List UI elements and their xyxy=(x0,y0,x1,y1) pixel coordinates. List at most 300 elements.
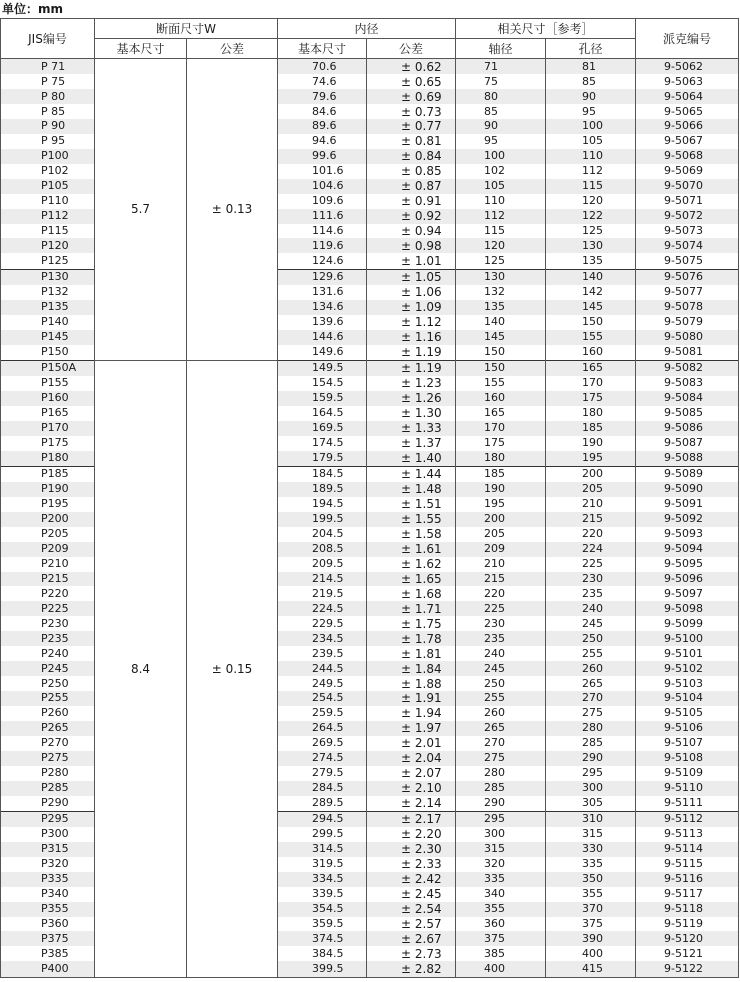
cell-code: 9-5117 xyxy=(636,887,739,902)
cell-shaft: 105 xyxy=(456,179,546,194)
cell-inner-tol: ± 2.82 xyxy=(367,961,456,977)
cell-shaft: 265 xyxy=(456,721,546,736)
cell-code: 9-5116 xyxy=(636,872,739,887)
cell-shaft: 315 xyxy=(456,842,546,857)
cell-shaft: 140 xyxy=(456,315,546,330)
cell-shaft: 95 xyxy=(456,134,546,149)
cell-hole: 265 xyxy=(546,676,636,691)
cell-shaft: 100 xyxy=(456,149,546,164)
cell-hole: 400 xyxy=(546,946,636,961)
cell-inner-tol: ± 2.73 xyxy=(367,946,456,961)
cell-inner-basic: 284.5 xyxy=(278,781,367,796)
cell-shaft: 260 xyxy=(456,706,546,721)
cell-jis: P125 xyxy=(1,253,95,269)
cell-inner-tol: ± 1.16 xyxy=(367,330,456,345)
cell-code: 9-5093 xyxy=(636,527,739,542)
cell-inner-basic: 104.6 xyxy=(278,179,367,194)
cell-jis: P250 xyxy=(1,676,95,691)
header-related: 相关尺寸［参考］ xyxy=(456,19,636,39)
cell-inner-basic: 294.5 xyxy=(278,811,367,827)
cell-shaft: 115 xyxy=(456,224,546,239)
cell-code: 9-5099 xyxy=(636,616,739,631)
cell-inner-tol: ± 1.71 xyxy=(367,601,456,616)
cell-inner-basic: 131.6 xyxy=(278,285,367,300)
header-section-basic: 基本尺寸 xyxy=(95,39,187,59)
cell-jis: P245 xyxy=(1,661,95,676)
header-inner-tol: 公差 xyxy=(367,39,456,59)
cell-hole: 255 xyxy=(546,646,636,661)
cell-inner-tol: ± 1.37 xyxy=(367,436,456,451)
cell-inner-tol: ± 1.48 xyxy=(367,482,456,497)
cell-shaft: 245 xyxy=(456,661,546,676)
cell-code: 9-5089 xyxy=(636,466,739,482)
cell-shaft: 225 xyxy=(456,601,546,616)
cell-shaft: 102 xyxy=(456,164,546,179)
cell-inner-basic: 189.5 xyxy=(278,482,367,497)
cell-hole: 275 xyxy=(546,706,636,721)
cell-hole: 355 xyxy=(546,887,636,902)
cell-inner-tol: ± 1.61 xyxy=(367,542,456,557)
cell-code: 9-5067 xyxy=(636,134,739,149)
cell-inner-tol: ± 1.78 xyxy=(367,631,456,646)
cell-shaft: 80 xyxy=(456,89,546,104)
cell-jis: P265 xyxy=(1,721,95,736)
cell-inner-basic: 129.6 xyxy=(278,269,367,285)
cell-code: 9-5063 xyxy=(636,74,739,89)
cell-inner-basic: 174.5 xyxy=(278,436,367,451)
cell-shaft: 385 xyxy=(456,946,546,961)
header-code: 派克编号 xyxy=(636,19,739,59)
cell-inner-tol: ± 1.30 xyxy=(367,406,456,421)
cell-shaft: 170 xyxy=(456,421,546,436)
cell-inner-tol: ± 1.26 xyxy=(367,391,456,406)
cell-jis: P150A xyxy=(1,360,95,376)
cell-inner-tol: ± 0.81 xyxy=(367,134,456,149)
cell-shaft: 130 xyxy=(456,269,546,285)
cell-shaft: 145 xyxy=(456,330,546,345)
cell-inner-basic: 208.5 xyxy=(278,542,367,557)
cell-shaft: 295 xyxy=(456,811,546,827)
cell-hole: 190 xyxy=(546,436,636,451)
cell-inner-tol: ± 1.09 xyxy=(367,300,456,315)
cell-code: 9-5079 xyxy=(636,315,739,330)
cell-shaft: 235 xyxy=(456,631,546,646)
cell-inner-tol: ± 1.19 xyxy=(367,360,456,376)
cell-hole: 315 xyxy=(546,827,636,842)
cell-inner-basic: 254.5 xyxy=(278,691,367,706)
cell-inner-basic: 279.5 xyxy=(278,766,367,781)
cell-inner-basic: 144.6 xyxy=(278,330,367,345)
cell-hole: 270 xyxy=(546,691,636,706)
cell-jis: P102 xyxy=(1,164,95,179)
header-section-tol: 公差 xyxy=(187,39,278,59)
cell-inner-basic: 334.5 xyxy=(278,872,367,887)
cell-shaft: 120 xyxy=(456,238,546,253)
cell-hole: 250 xyxy=(546,631,636,646)
cell-code: 9-5095 xyxy=(636,557,739,572)
cell-code: 9-5120 xyxy=(636,931,739,946)
cell-inner-tol: ± 1.01 xyxy=(367,253,456,269)
cell-code: 9-5078 xyxy=(636,300,739,315)
cell-jis: P235 xyxy=(1,631,95,646)
cell-hole: 230 xyxy=(546,572,636,587)
cell-shaft: 250 xyxy=(456,676,546,691)
cell-jis: P170 xyxy=(1,421,95,436)
o-ring-spec-table xyxy=(0,18,739,978)
cell-jis: P 95 xyxy=(1,134,95,149)
cell-shaft: 150 xyxy=(456,345,546,361)
cell-hole: 125 xyxy=(546,224,636,239)
cell-shaft: 195 xyxy=(456,497,546,512)
cell-inner-tol: ± 2.14 xyxy=(367,796,456,812)
cell-shaft: 200 xyxy=(456,512,546,527)
cell-jis: P112 xyxy=(1,209,95,224)
cell-jis: P209 xyxy=(1,542,95,557)
cell-code: 9-5076 xyxy=(636,269,739,285)
cell-code: 9-5092 xyxy=(636,512,739,527)
header-inner: 内径 xyxy=(278,19,456,39)
cell-code: 9-5109 xyxy=(636,766,739,781)
cell-code: 9-5106 xyxy=(636,721,739,736)
cell-inner-basic: 239.5 xyxy=(278,646,367,661)
cell-hole: 105 xyxy=(546,134,636,149)
cell-hole: 240 xyxy=(546,601,636,616)
cell-inner-tol: ± 2.57 xyxy=(367,917,456,932)
cell-hole: 165 xyxy=(546,360,636,376)
cell-jis: P270 xyxy=(1,736,95,751)
cell-inner-basic: 359.5 xyxy=(278,917,367,932)
cell-section-basic: 5.7 xyxy=(95,59,187,361)
cell-inner-tol: ± 0.87 xyxy=(367,179,456,194)
header-inner-basic: 基本尺寸 xyxy=(278,39,367,59)
cell-inner-tol: ± 1.94 xyxy=(367,706,456,721)
cell-jis: P 71 xyxy=(1,59,95,75)
cell-inner-tol: ± 0.77 xyxy=(367,119,456,134)
cell-shaft: 220 xyxy=(456,586,546,601)
cell-inner-basic: 319.5 xyxy=(278,857,367,872)
cell-jis: P200 xyxy=(1,512,95,527)
cell-inner-basic: 289.5 xyxy=(278,796,367,812)
cell-inner-basic: 264.5 xyxy=(278,721,367,736)
cell-inner-basic: 194.5 xyxy=(278,497,367,512)
cell-hole: 115 xyxy=(546,179,636,194)
header-jis: JIS编号 xyxy=(1,19,95,59)
cell-inner-tol: ± 0.65 xyxy=(367,74,456,89)
cell-hole: 280 xyxy=(546,721,636,736)
cell-jis: P175 xyxy=(1,436,95,451)
cell-shaft: 90 xyxy=(456,119,546,134)
cell-shaft: 270 xyxy=(456,736,546,751)
cell-inner-tol: ± 2.17 xyxy=(367,811,456,827)
cell-code: 9-5086 xyxy=(636,421,739,436)
cell-code: 9-5088 xyxy=(636,451,739,467)
cell-shaft: 150 xyxy=(456,360,546,376)
cell-code: 9-5115 xyxy=(636,857,739,872)
cell-jis: P210 xyxy=(1,557,95,572)
cell-code: 9-5105 xyxy=(636,706,739,721)
cell-code: 9-5122 xyxy=(636,961,739,977)
cell-inner-tol: ± 1.12 xyxy=(367,315,456,330)
cell-hole: 112 xyxy=(546,164,636,179)
cell-jis: P145 xyxy=(1,330,95,345)
cell-inner-basic: 119.6 xyxy=(278,238,367,253)
cell-shaft: 185 xyxy=(456,466,546,482)
cell-jis: P165 xyxy=(1,406,95,421)
cell-section-tol: ± 0.13 xyxy=(187,59,278,361)
cell-inner-basic: 229.5 xyxy=(278,616,367,631)
cell-code: 9-5119 xyxy=(636,917,739,932)
cell-shaft: 205 xyxy=(456,527,546,542)
cell-inner-tol: ± 0.84 xyxy=(367,149,456,164)
cell-code: 9-5103 xyxy=(636,676,739,691)
cell-hole: 110 xyxy=(546,149,636,164)
cell-inner-tol: ± 2.67 xyxy=(367,931,456,946)
cell-jis: P185 xyxy=(1,466,95,482)
cell-inner-basic: 374.5 xyxy=(278,931,367,946)
cell-jis: P375 xyxy=(1,931,95,946)
cell-jis: P260 xyxy=(1,706,95,721)
cell-hole: 142 xyxy=(546,285,636,300)
cell-inner-basic: 274.5 xyxy=(278,751,367,766)
cell-jis: P275 xyxy=(1,751,95,766)
cell-code: 9-5068 xyxy=(636,149,739,164)
cell-jis: P155 xyxy=(1,376,95,391)
cell-inner-tol: ± 1.40 xyxy=(367,451,456,467)
cell-hole: 350 xyxy=(546,872,636,887)
cell-inner-basic: 299.5 xyxy=(278,827,367,842)
cell-shaft: 209 xyxy=(456,542,546,557)
cell-shaft: 132 xyxy=(456,285,546,300)
cell-shaft: 400 xyxy=(456,961,546,977)
cell-hole: 100 xyxy=(546,119,636,134)
cell-code: 9-5083 xyxy=(636,376,739,391)
cell-jis: P110 xyxy=(1,194,95,209)
cell-shaft: 210 xyxy=(456,557,546,572)
cell-code: 9-5062 xyxy=(636,59,739,75)
cell-inner-basic: 149.6 xyxy=(278,345,367,361)
cell-hole: 160 xyxy=(546,345,636,361)
cell-inner-basic: 79.6 xyxy=(278,89,367,104)
unit-label: 单位：mm xyxy=(2,2,64,16)
cell-inner-basic: 214.5 xyxy=(278,572,367,587)
cell-shaft: 290 xyxy=(456,796,546,812)
cell-code: 9-5065 xyxy=(636,104,739,119)
cell-inner-basic: 114.6 xyxy=(278,224,367,239)
cell-inner-tol: ± 2.07 xyxy=(367,766,456,781)
cell-inner-tol: ± 2.42 xyxy=(367,872,456,887)
cell-inner-basic: 384.5 xyxy=(278,946,367,961)
cell-jis: P285 xyxy=(1,781,95,796)
cell-inner-tol: ± 1.68 xyxy=(367,586,456,601)
cell-code: 9-5077 xyxy=(636,285,739,300)
cell-inner-basic: 219.5 xyxy=(278,586,367,601)
cell-hole: 200 xyxy=(546,466,636,482)
cell-hole: 205 xyxy=(546,482,636,497)
cell-jis: P 90 xyxy=(1,119,95,134)
cell-hole: 140 xyxy=(546,269,636,285)
cell-shaft: 190 xyxy=(456,482,546,497)
cell-inner-basic: 159.5 xyxy=(278,391,367,406)
cell-code: 9-5096 xyxy=(636,572,739,587)
cell-jis: P290 xyxy=(1,796,95,812)
cell-shaft: 275 xyxy=(456,751,546,766)
cell-shaft: 340 xyxy=(456,887,546,902)
cell-inner-basic: 109.6 xyxy=(278,194,367,209)
cell-hole: 180 xyxy=(546,406,636,421)
cell-jis: P160 xyxy=(1,391,95,406)
cell-jis: P280 xyxy=(1,766,95,781)
cell-hole: 310 xyxy=(546,811,636,827)
cell-inner-tol: ± 1.44 xyxy=(367,466,456,482)
cell-inner-basic: 269.5 xyxy=(278,736,367,751)
cell-code: 9-5069 xyxy=(636,164,739,179)
cell-jis: P150 xyxy=(1,345,95,361)
cell-hole: 122 xyxy=(546,209,636,224)
cell-inner-basic: 249.5 xyxy=(278,676,367,691)
cell-jis: P 85 xyxy=(1,104,95,119)
cell-inner-tol: ± 1.06 xyxy=(367,285,456,300)
cell-hole: 135 xyxy=(546,253,636,269)
cell-jis: P135 xyxy=(1,300,95,315)
cell-jis: P115 xyxy=(1,224,95,239)
cell-inner-tol: ± 2.33 xyxy=(367,857,456,872)
cell-inner-basic: 74.6 xyxy=(278,74,367,89)
cell-hole: 330 xyxy=(546,842,636,857)
table-row xyxy=(1,360,739,376)
cell-jis: P360 xyxy=(1,917,95,932)
cell-inner-tol: ± 1.33 xyxy=(367,421,456,436)
cell-code: 9-5111 xyxy=(636,796,739,812)
cell-inner-tol: ± 0.73 xyxy=(367,104,456,119)
cell-shaft: 240 xyxy=(456,646,546,661)
cell-jis: P315 xyxy=(1,842,95,857)
cell-hole: 145 xyxy=(546,300,636,315)
header-hole: 孔径 xyxy=(546,39,636,59)
cell-code: 9-5085 xyxy=(636,406,739,421)
cell-inner-tol: ± 1.91 xyxy=(367,691,456,706)
cell-inner-basic: 154.5 xyxy=(278,376,367,391)
cell-hole: 375 xyxy=(546,917,636,932)
table-header xyxy=(1,19,739,59)
cell-shaft: 285 xyxy=(456,781,546,796)
cell-shaft: 165 xyxy=(456,406,546,421)
cell-inner-tol: ± 0.91 xyxy=(367,194,456,209)
cell-shaft: 85 xyxy=(456,104,546,119)
cell-shaft: 160 xyxy=(456,391,546,406)
cell-inner-tol: ± 1.62 xyxy=(367,557,456,572)
cell-inner-tol: ± 0.85 xyxy=(367,164,456,179)
cell-inner-tol: ± 2.30 xyxy=(367,842,456,857)
cell-jis: P240 xyxy=(1,646,95,661)
cell-inner-tol: ± 2.20 xyxy=(367,827,456,842)
cell-shaft: 135 xyxy=(456,300,546,315)
cell-jis: P295 xyxy=(1,811,95,827)
cell-jis: P340 xyxy=(1,887,95,902)
cell-hole: 260 xyxy=(546,661,636,676)
cell-code: 9-5097 xyxy=(636,586,739,601)
cell-shaft: 112 xyxy=(456,209,546,224)
cell-shaft: 215 xyxy=(456,572,546,587)
cell-shaft: 375 xyxy=(456,931,546,946)
cell-hole: 95 xyxy=(546,104,636,119)
cell-hole: 130 xyxy=(546,238,636,253)
cell-jis: P190 xyxy=(1,482,95,497)
cell-inner-basic: 70.6 xyxy=(278,59,367,75)
cell-code: 9-5107 xyxy=(636,736,739,751)
cell-inner-tol: ± 0.94 xyxy=(367,224,456,239)
cell-inner-tol: ± 1.23 xyxy=(367,376,456,391)
cell-inner-tol: ± 2.45 xyxy=(367,887,456,902)
cell-shaft: 230 xyxy=(456,616,546,631)
cell-jis: P255 xyxy=(1,691,95,706)
cell-code: 9-5084 xyxy=(636,391,739,406)
cell-jis: P195 xyxy=(1,497,95,512)
cell-jis: P205 xyxy=(1,527,95,542)
cell-shaft: 355 xyxy=(456,902,546,917)
cell-inner-basic: 179.5 xyxy=(278,451,367,467)
cell-code: 9-5098 xyxy=(636,601,739,616)
cell-hole: 215 xyxy=(546,512,636,527)
cell-inner-basic: 134.6 xyxy=(278,300,367,315)
cell-jis: P 75 xyxy=(1,74,95,89)
cell-hole: 224 xyxy=(546,542,636,557)
cell-hole: 225 xyxy=(546,557,636,572)
cell-hole: 390 xyxy=(546,931,636,946)
cell-hole: 90 xyxy=(546,89,636,104)
cell-inner-basic: 84.6 xyxy=(278,104,367,119)
cell-code: 9-5064 xyxy=(636,89,739,104)
cell-jis: P335 xyxy=(1,872,95,887)
cell-inner-basic: 101.6 xyxy=(278,164,367,179)
cell-inner-tol: ± 1.88 xyxy=(367,676,456,691)
cell-hole: 295 xyxy=(546,766,636,781)
cell-inner-tol: ± 0.92 xyxy=(367,209,456,224)
cell-hole: 150 xyxy=(546,315,636,330)
cell-shaft: 180 xyxy=(456,451,546,467)
cell-code: 9-5090 xyxy=(636,482,739,497)
cell-hole: 170 xyxy=(546,376,636,391)
cell-hole: 220 xyxy=(546,527,636,542)
cell-inner-tol: ± 2.10 xyxy=(367,781,456,796)
cell-section-tol: ± 0.15 xyxy=(187,360,278,977)
cell-jis: P300 xyxy=(1,827,95,842)
cell-inner-basic: 259.5 xyxy=(278,706,367,721)
cell-shaft: 110 xyxy=(456,194,546,209)
cell-inner-basic: 234.5 xyxy=(278,631,367,646)
cell-inner-tol: ± 2.54 xyxy=(367,902,456,917)
cell-code: 9-5075 xyxy=(636,253,739,269)
cell-hole: 85 xyxy=(546,74,636,89)
cell-code: 9-5112 xyxy=(636,811,739,827)
cell-jis: P355 xyxy=(1,902,95,917)
cell-jis: P132 xyxy=(1,285,95,300)
cell-inner-tol: ± 1.55 xyxy=(367,512,456,527)
cell-inner-tol: ± 1.97 xyxy=(367,721,456,736)
cell-code: 9-5101 xyxy=(636,646,739,661)
cell-inner-tol: ± 1.75 xyxy=(367,616,456,631)
header-shaft: 轴径 xyxy=(456,39,546,59)
cell-jis: P215 xyxy=(1,572,95,587)
cell-hole: 120 xyxy=(546,194,636,209)
cell-inner-basic: 199.5 xyxy=(278,512,367,527)
cell-inner-tol: ± 0.69 xyxy=(367,89,456,104)
cell-hole: 415 xyxy=(546,961,636,977)
cell-inner-basic: 339.5 xyxy=(278,887,367,902)
cell-shaft: 125 xyxy=(456,253,546,269)
cell-inner-basic: 139.6 xyxy=(278,315,367,330)
cell-inner-tol: ± 1.84 xyxy=(367,661,456,676)
cell-code: 9-5087 xyxy=(636,436,739,451)
